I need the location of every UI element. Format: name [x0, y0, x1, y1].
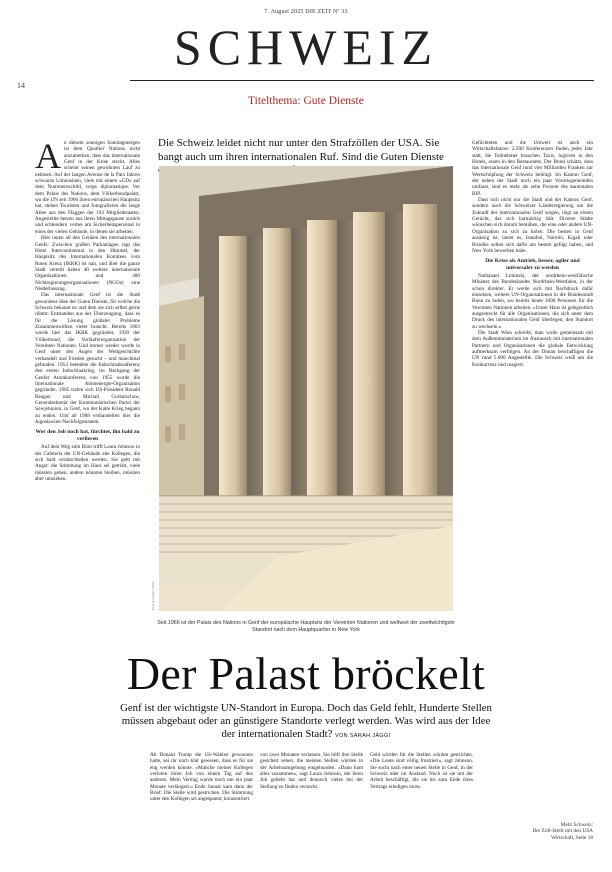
footnote-line: Mehr Schweiz: [560, 822, 593, 828]
intro-text: Die Schweiz leidet nicht nur unter den Strafzöllen der USA. Sie bangt auch um ihren internationalen Ruf. Sind die Guten Dienste [158, 137, 444, 163]
subheading: Die Krise als Antrieb, besser, agiler und universaler zu werden [485, 258, 580, 271]
topic-kicker: Titelthema: Gute Dienste [248, 95, 364, 107]
paragraph: Auf dem Weg zum Büro trifft Laura Johnson in der Cafeteria der UN-Gebäude alte Kollegen, die sich bald verabschieden werden. Sie geht mit Angst: die Stimmung im Haus sei getrübt, viele müssten gehen, andere könnten bleiben, müssten aber umziehen. [35, 444, 140, 482]
article-column-2 [150, 752, 253, 866]
article-column-4 [370, 752, 473, 866]
paragraph: von zwei Monaten verlassen. Sie hilft ihre Stelle gesichert sehen, die meisten Stellen würden in der Arbeitsumgebung eingebunden. »Dann kam alles zusammen«, sagt Laura Johnson, die ihren Job geliebt hat und dennoch vieles bei der Stellung zu finden versucht. [260, 752, 363, 790]
paragraph: Ab Donald Trump die US-Wahlen gewonnen hatte, sei ihr nach klar gewesen, dass es für sie eng werden könnte. »Manche meiner Kollegen verloren ihren Job von einem Tag auf den anderen. Mein Vertrag wurde noch um ein paar Monate verlängert.« Ende Januar kam dann der Brief: Die Stelle wird gestrichen. Die Stimmung unter den Kollegen sei angespannt, konzentriert. [150, 752, 253, 803]
paragraph: Hier unten all den Geräten des internationalen Genfs: Zwischen großen Parkanlagen ragt das Hotel Intercontinental in den Himmel, der Hauptsitz des Internationalen Komitees vom Roten Kreuz (IKRK) ist nah, und über die ganze Stadt verteilt haben 40 weitere internationale Organisationen und 400 Nichtregierungsorganisationen (NGOs) eine Niederlassung. [35, 235, 140, 292]
photo-caption: Seit 1966 ist der Palais des Nations in Genf der europäische Hauptsitz der Vereinten Nationen und weltweit der zweitwichtigste Standort nach dem Hauptquartier in New York [157, 620, 455, 633]
footnote-line: Der Zoll-Streit mit den USA [532, 828, 593, 835]
headline: Der Palast bröckelt [126, 648, 486, 699]
byline: VON SARAH JÄGGI [335, 733, 391, 739]
palais-des-nations-photo [159, 166, 453, 611]
paragraph: Geld würden für die Stellen würden gestrichen. »Die Leute sind völlig frustriert«, sagt Johnson. Sie sucht nach einer neuen Stelle in Genf, in der Schweiz oder im Ausland. Noch ist sie mit der Arbeit beschäftigt, die sie bis zum Ende ihres Vertrags erledigen muss. [370, 752, 473, 790]
paragraph: Das internationale Genf ist die Stadt gewordene Idee der Guten Dienste, für welche die Schweiz bekannt ist und dem sie sich selbst gerne rühmt: Entstanden aus der Überzeugung, dass es für die Lösung globaler Probleme Zusammenwirken vieler braucht. Bereits 1863 wurde hier das IKRK gegründet, 1920 der Völkerbund, die Vorläuferorganisation der Vereinten Nationen. Und immer wieder wurde in Genf unter den Augen der Weltgeschichte verhandelt und Frieden gesucht – und manchmal gefunden. 1954 beendete die Indochinakonferenz den ersten Indochinakrieg, im Nachgang der Genfer Atomkonferenz von 1955 wurde die Internationale Atomenergie-Organisation gegründet. 1985 trafen sich US-Präsident Ronald Reagan und Michail Gorbatschow, Generalsekretär der Kommunistischen Partei der Sowjetunion, in Genf, wo der Kalte Krieg begann zu enden. Und ab 1988 verhandelten hier die Jugoslawien-Nachfolgestaaten. [35, 292, 140, 426]
paragraph: Dass sich nicht nur die Stadt und der Kanton Genf, sondern auch die Schweizer Länderregierung um die Zukunft der internationalen Genf sorgen, liegt an einem Gerücht, das sich hartnäckig hält: Diverse Städte wünschen sich darum bemühen, die eine oder andere UN-Organisation zu sich zu holen. Die besten in Genf ansässig ist, lautet es, Istanbul, Nairobi, Kigali oder Brindisi sollen sich dafür am besten gefügt haben, und New York bewerben habe. [472, 197, 593, 254]
paragraph: Die Stadt Wien schreibt, man wolle gemeinsam mit dem Außenministerium im Austausch mit internationalen Partnern und Organisationen die globale Entwicklung aufmerksam verfolgen. An der Donau beschaftigen die UN rund 5.000 Angestellte. Die Schweiz weiß um die Konkurrenz und reagiert. [472, 330, 593, 368]
header-rule [130, 80, 594, 81]
paragraph: Gefüchteten und die Umwelt ist auch ein Wirtschaftsfaktor: 2.500 Konferenzen finden jedes Jahr statt, die Teilnehmer brauchen Taxis, logieren in den Hotels, essen in den Restaurants. Der Bund schätzt, dass das internationale Genf rund vier Milliarden Franken zur Wertschöpfung der Schweiz beiträgt. Im Kanton Genf, der neben der Stadt noch ein paar Vorortsgemeinden umfasst, sind es mehr als zehn Prozent des kantonalen BIP. [472, 140, 593, 197]
date-line: 7. August 2025 DIE ZEIT Nº 33 [264, 9, 348, 15]
footnote-line: Wirtschaft, Seite 18 [550, 834, 593, 841]
section-title: SCHWEIZ [173, 19, 439, 75]
subheadline [120, 702, 492, 743]
photo-credit: Foto: Lorenzo Vitali [151, 581, 155, 610]
paragraph: n diesem sonnigen Sonntagmorgen ist dem Quartier Nations nicht anzumerken, dass das internationale Genf in der Krise steckt. Alles scheint seinen gewohnten Lauf zu nehmen: Auf der langen Avenue de la Paix fahren schwarze Limousinen, viele mit einem »CD« auf dem Nummernschild, corps diplomatique. Vor dem Palais des Nations, dem Völkerbundpalast, wo die UN seit 1966 ihren europäischen Hauptsitz hat, stehen Touristen und fotografieren die lange Allee aus den Flaggen der 193 Mitgliedstaaten. Angestellte hetzen aus ihren Mittagspause zurück und schlendern vorbei am Sicherheitspersonal in eines der vielen Gebäude, in denen sie arbeiten. [35, 140, 140, 235]
dropcap: A [35, 140, 61, 176]
subheadline-text: Genf ist der wichtigste UN-Standort in Europa. Doch das Geld fehlt, Hunderte Stellen müssen abgebaut oder an günstigere Standorte verlegt werden. Was wird aus der Idee der internationalen Stadt? [120, 702, 492, 740]
page-number: 14 [17, 81, 25, 90]
paragraph: Nathanael Liminski, der nordrhein-westfälische Minister des Bundeslandes Nordrhein-Westfalen, in der schon direkter. Er werde sich mit Nachdruck dafür einsetzen, weitere UN-Organisationen in die Bundesstadt Bonn zu holen, wo bereits heute 1000 Personen für die Vereinten Nationen arbeiten. »Unser Haus ist gelegentlich ausgestreckt für alle Organisationen, die sich unter dem Druck des internationalen Genf überlegen, den Standort zu wechseln.« [472, 273, 593, 330]
article-column-3 [260, 752, 363, 866]
building-illustration [159, 166, 453, 611]
article-column-1 [35, 140, 140, 862]
subheading: Wer den Job noch hat, fürchtet, ihn bald zu verlieren [35, 429, 140, 442]
related-footnote [485, 822, 593, 841]
